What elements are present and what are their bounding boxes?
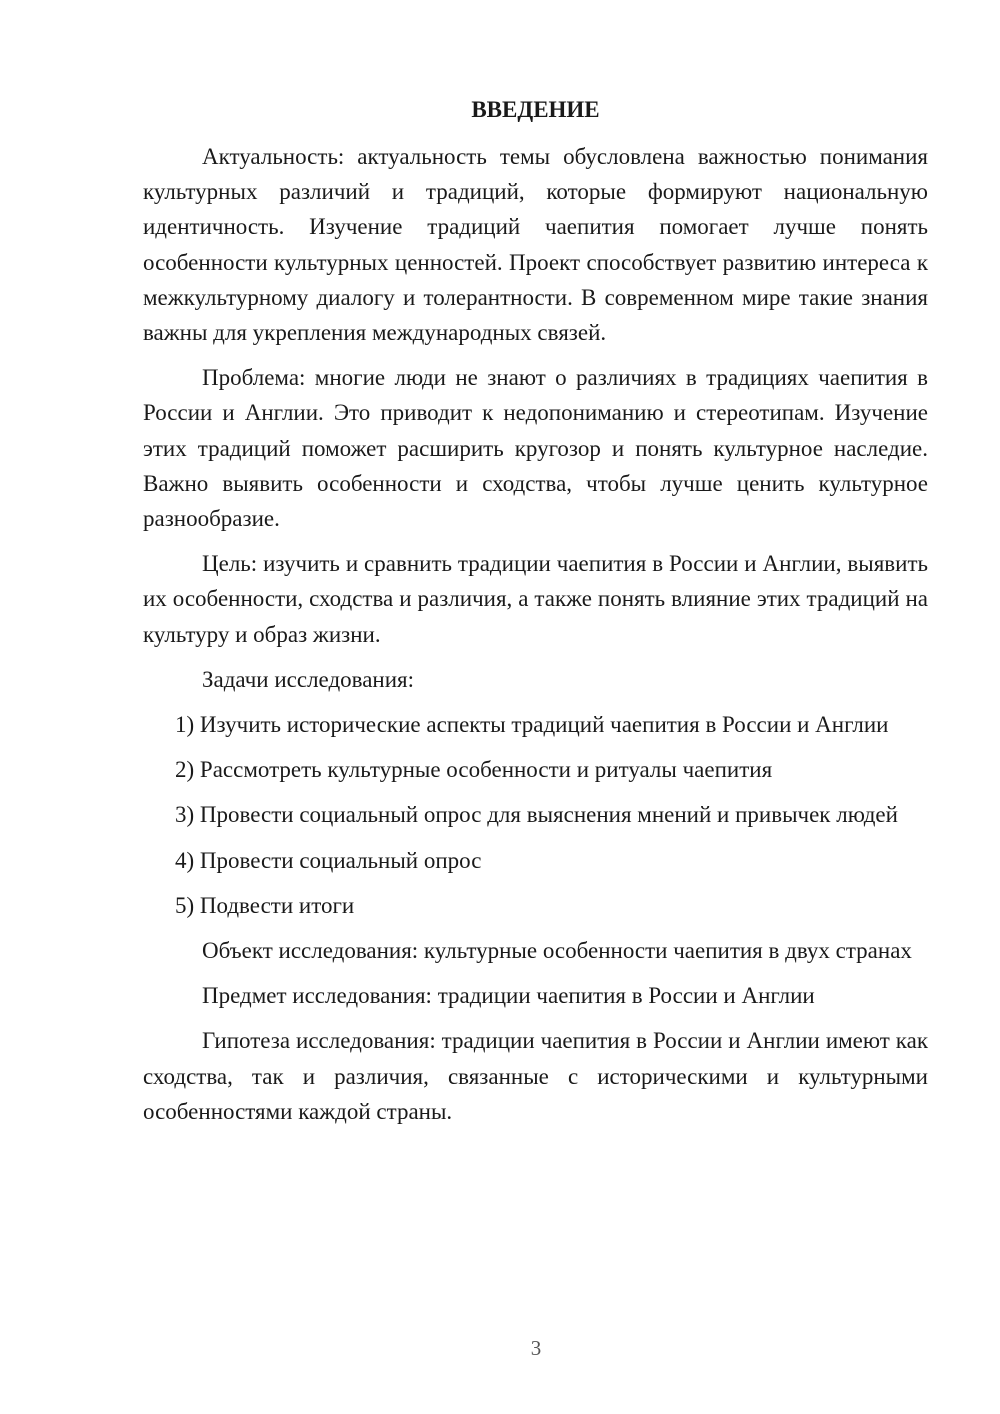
tasks-list [143, 707, 928, 923]
paragraph-hypothesis: Гипотеза исследования: традиции чаепития в России и Англии имеют как сходства, так и различия, связанные с историческими и культурными особенностями каждой страны. [143, 1028, 928, 1124]
section-heading: ВВЕДЕНИЕ [471, 97, 600, 122]
page-content [143, 92, 928, 1139]
paragraph-relevance: Актуальность: актуальность темы обусловлена важностью понимания культурных различий и традиций, которые формируют национальную идентичность. Изучение традиций чаепития помогает лучше понять особенности культурных ценностей. Проект способствует развитию интереса к межкультурному диалогу и толерантности. В современном мире такие знания важны для укрепления международных связей. [143, 144, 928, 346]
list-item: 1) Изучить исторические аспекты традиций чаепития в России и Англии [175, 712, 889, 738]
paragraph-object: Объект исследования: культурные особенности чаепития в двух странах [202, 938, 912, 964]
list-item: 4) Провести социальный опрос [175, 847, 482, 873]
paragraph-subject: Предмет исследования: традиции чаепития в России и Англии [202, 983, 815, 1009]
page-number: 3 [530, 1336, 542, 1360]
paragraph-problem: Проблема: многие люди не знают о различиях в традициях чаепития в России и Англии. Это приводит к недопониманию и стереотипам. Изучение этих традиций поможет расширить кругозор и понять культурное наследие. Важно выявить особенности и сходства, чтобы лучше ценить культурное разнообразие. [143, 365, 928, 532]
list-item: 5) Подвести итоги [175, 892, 355, 918]
list-item: 3) Провести социальный опрос для выяснения мнений и привычек людей [175, 802, 898, 828]
paragraph-tasks-title: Задачи исследования: [202, 666, 415, 692]
list-item: 2) Рассмотреть культурные особенности и ритуалы чаепития [175, 757, 773, 783]
paragraph-goal: Цель: изучить и сравнить традиции чаепития в России и Англии, выявить их особенности, сходства и различия, а также понять влияние этих традиций на культуру и образ жизни. [143, 551, 928, 647]
